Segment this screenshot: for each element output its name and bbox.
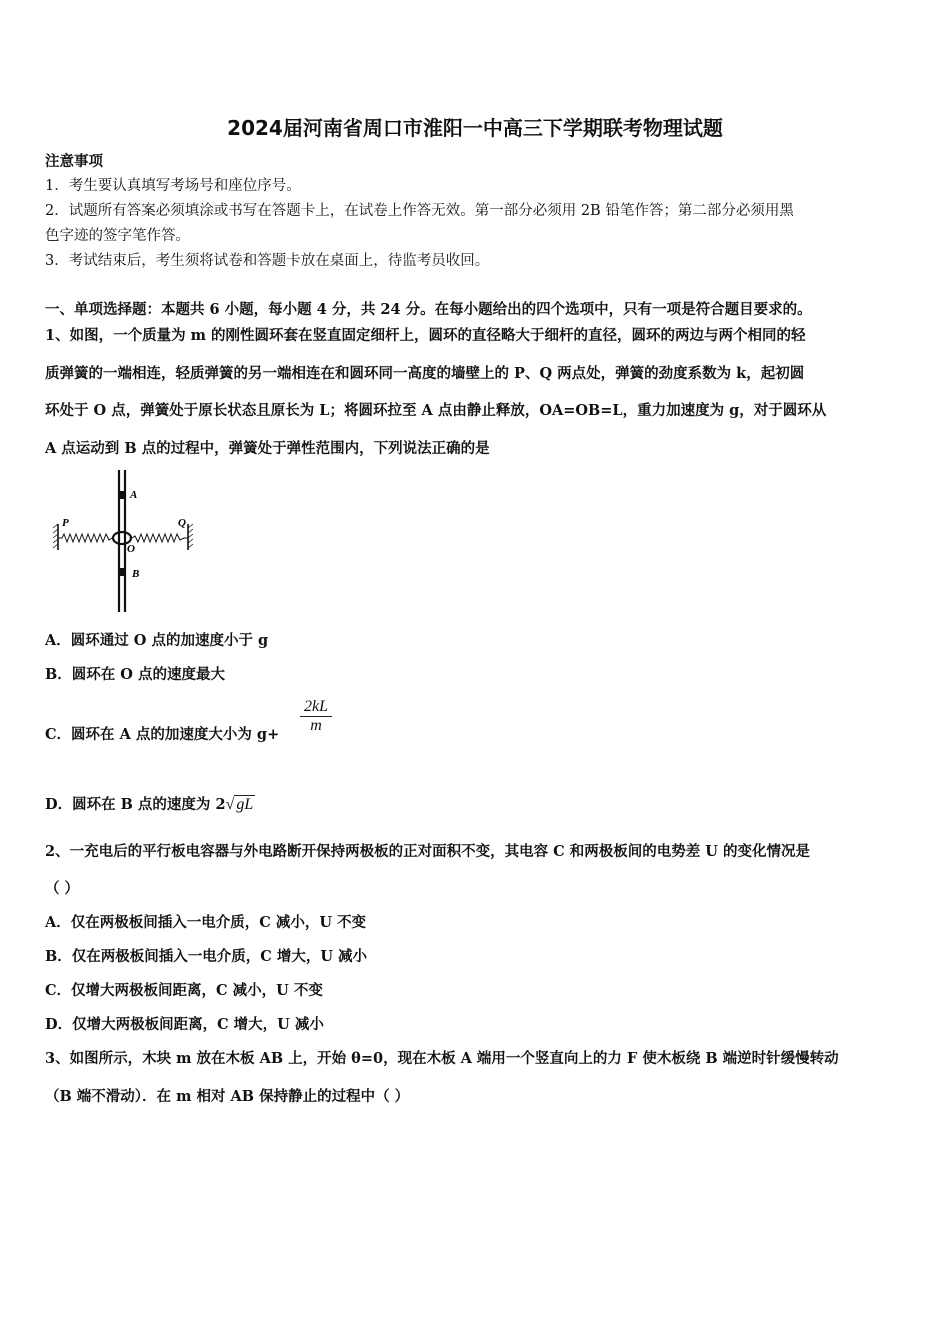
fraction-numerator: 2kL (300, 698, 332, 717)
q2-option-c: C．仅增大两极板间距离，C 减小，U 不变 (45, 982, 323, 999)
q1-option-b: B．圆环在 O 点的速度最大 (45, 666, 225, 683)
figure-label-A: A (130, 489, 138, 501)
q1-option-a: A．圆环通过 O 点的加速度小于 g (45, 632, 269, 649)
q1-option-c-fraction (300, 698, 332, 735)
notice-item-2-cont: 色字迹的签字笔作答。 (45, 228, 190, 244)
q1-line-1: 1、如图，一个质量为 m 的刚性圆环套在竖直固定细杆上，圆环的直径略大于细杆的直径，圆环的两边与两个相同的轻 (45, 327, 806, 344)
section-heading: 一、单项选择题：本题共 6 小题，每小题 4 分，共 24 分。在每小题给出的四个选项中，只有一项是符合题目要求的。 (45, 301, 812, 318)
q2-line-2: （ ） (45, 880, 80, 897)
q1-line-3: 环处于 O 点，弹簧处于原长状态且原长为 L；将圆环拉至 A 点由静止释放，OA=OB=L，重力加速度为 g，对于圆环从 (45, 402, 827, 419)
figure-label-P: P (62, 517, 69, 529)
q1-option-d (45, 794, 255, 816)
sqrt-radicand: gL (236, 796, 254, 813)
figure-label-O: O (127, 543, 135, 555)
q1-line-2: 质弹簧的一端相连，轻质弹簧的另一端相连在和圆环同一高度的墙壁上的 P、Q 两点处，弹簧的劲度系数为 k，起初圆 (45, 365, 805, 382)
q2-line-1: 2、一充电后的平行板电容器与外电路断开保持两极板的正对面积不变，其电容 C 和两极板间的电势差 U 的变化情况是 (45, 843, 810, 860)
q2-option-a: A．仅在两极板间插入一电介质，C 减小，U 不变 (45, 914, 367, 931)
page-title: 2024届河南省周口市淮阳一中高三下学期联考物理试题 (227, 116, 723, 140)
q1-option-d-text: D．圆环在 B 点的速度为 2 (45, 796, 226, 813)
q1-line-4: A 点运动到 B 点的过程中，弹簧处于弹性范围内，下列说法正确的是 (45, 440, 490, 457)
notice-item-3: 3．考试结束后，考生须将试卷和答题卡放在桌面上，待监考员收回。 (45, 253, 490, 269)
q2-option-d: D．仅增大两极板间距离，C 增大，U 减小 (45, 1016, 324, 1033)
q1-option-c: C．圆环在 A 点的加速度大小为 g+ (45, 726, 280, 743)
notice-item-1: 1．考生要认真填写考场号和座位序号。 (45, 178, 301, 194)
notice-heading: 注意事项 (45, 153, 103, 170)
fraction-denominator: m (310, 717, 322, 734)
sqrt-expression: √ gL (225, 796, 254, 813)
figure-label-B: B (132, 568, 140, 580)
q1-figure (50, 468, 200, 616)
notice-item-2: 2．试题所有答案必须填涂或书写在答题卡上，在试卷上作答无效。第一部分必须用 2B 铅笔作答；第二部分必须用黑 (45, 203, 794, 219)
q3-line-1: 3、如图所示，木块 m 放在木板 AB 上，开始 θ=0，现在木板 A 端用一个竖直向上的力 F 使木板绕 B 端逆时针缓慢转动 (45, 1050, 839, 1067)
figure-label-Q: Q (178, 517, 186, 529)
q3-line-2: （B 端不滑动）．在 m 相对 AB 保持静止的过程中（ ） (45, 1088, 410, 1105)
q2-option-b: B．仅在两极板间插入一电介质，C 增大，U 减小 (45, 948, 368, 965)
